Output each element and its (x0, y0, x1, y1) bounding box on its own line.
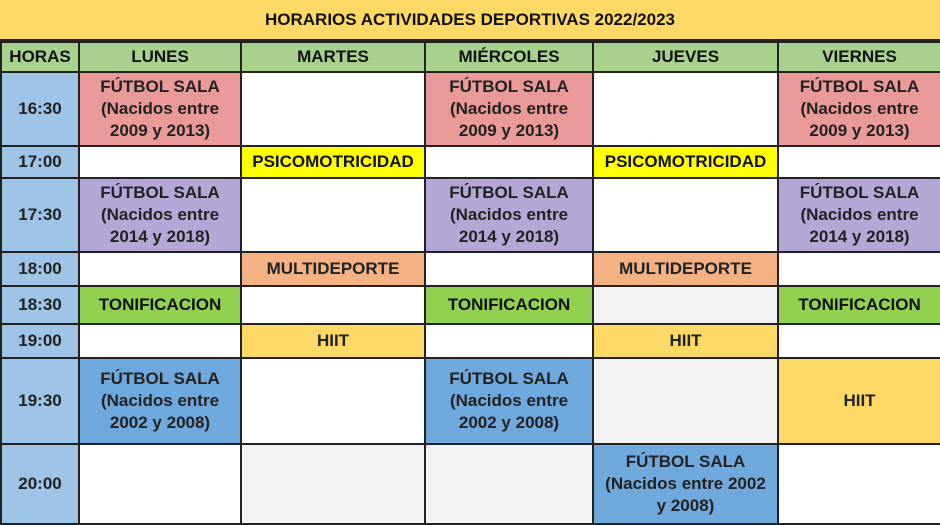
empty-cell (425, 444, 593, 524)
header-jueves: JUEVES (593, 42, 778, 72)
row-1930 (1, 358, 940, 444)
header-horas: HORAS (1, 42, 79, 72)
hour-cell: 16:30 (1, 72, 79, 146)
activity-cell: TONIFICACION (79, 286, 241, 324)
empty-cell (425, 146, 593, 178)
activity-cell: FÚTBOL SALA (Nacidos entre 2009 y 2013) (79, 72, 241, 146)
activity-cell: FÚTBOL SALA (Nacidos entre 2014 y 2018) (425, 178, 593, 252)
schedule-table (0, 41, 940, 525)
activity-cell: FÚTBOL SALA (Nacidos entre 2002 y 2008) (425, 358, 593, 444)
activity-cell: MULTIDEPORTE (593, 252, 778, 286)
activity-cell: HIIT (593, 324, 778, 358)
activity-cell: FÚTBOL SALA (Nacidos entre 2002 y 2008) (79, 358, 241, 444)
row-1900 (1, 324, 940, 358)
row-1800 (1, 252, 940, 286)
row-1700 (1, 146, 940, 178)
hour-cell: 18:30 (1, 286, 79, 324)
empty-cell (241, 444, 425, 524)
empty-cell (778, 324, 940, 358)
activity-cell: FÚTBOL SALA (Nacidos entre 2009 y 2013) (425, 72, 593, 146)
empty-cell (593, 286, 778, 324)
schedule-title: HORARIOS ACTIVIDADES DEPORTIVAS 2022/2023 (0, 0, 940, 41)
activity-cell: TONIFICACION (425, 286, 593, 324)
row-1830 (1, 286, 940, 324)
activity-cell: FÚTBOL SALA (Nacidos entre 2002 y 2008) (593, 444, 778, 524)
empty-cell (593, 358, 778, 444)
row-2000 (1, 444, 940, 524)
row-1630 (1, 72, 940, 146)
header-row (1, 42, 940, 72)
empty-cell (79, 146, 241, 178)
empty-cell (79, 252, 241, 286)
hour-cell: 19:30 (1, 358, 79, 444)
empty-cell (79, 444, 241, 524)
empty-cell (241, 358, 425, 444)
hour-cell: 18:00 (1, 252, 79, 286)
empty-cell (593, 178, 778, 252)
header-viernes: VIERNES (778, 42, 940, 72)
hour-cell: 17:00 (1, 146, 79, 178)
empty-cell (241, 72, 425, 146)
header-lunes: LUNES (79, 42, 241, 72)
hour-cell: 20:00 (1, 444, 79, 524)
activity-cell: TONIFICACION (778, 286, 940, 324)
empty-cell (241, 286, 425, 324)
activity-cell: MULTIDEPORTE (241, 252, 425, 286)
empty-cell (778, 444, 940, 524)
activity-cell: FÚTBOL SALA (Nacidos entre 2014 y 2018) (79, 178, 241, 252)
row-1730 (1, 178, 940, 252)
empty-cell (778, 146, 940, 178)
activity-cell: HIIT (241, 324, 425, 358)
hour-cell: 17:30 (1, 178, 79, 252)
empty-cell (425, 252, 593, 286)
hour-cell: 19:00 (1, 324, 79, 358)
empty-cell (241, 178, 425, 252)
activity-cell: FÚTBOL SALA (Nacidos entre 2014 y 2018) (778, 178, 940, 252)
activity-cell: FÚTBOL SALA (Nacidos entre 2009 y 2013) (778, 72, 940, 146)
empty-cell (593, 72, 778, 146)
header-miercoles: MIÉRCOLES (425, 42, 593, 72)
activity-cell: PSICOMOTRICIDAD (593, 146, 778, 178)
empty-cell (425, 324, 593, 358)
header-martes: MARTES (241, 42, 425, 72)
activity-cell: HIIT (778, 358, 940, 444)
activity-cell: PSICOMOTRICIDAD (241, 146, 425, 178)
empty-cell (778, 252, 940, 286)
empty-cell (79, 324, 241, 358)
